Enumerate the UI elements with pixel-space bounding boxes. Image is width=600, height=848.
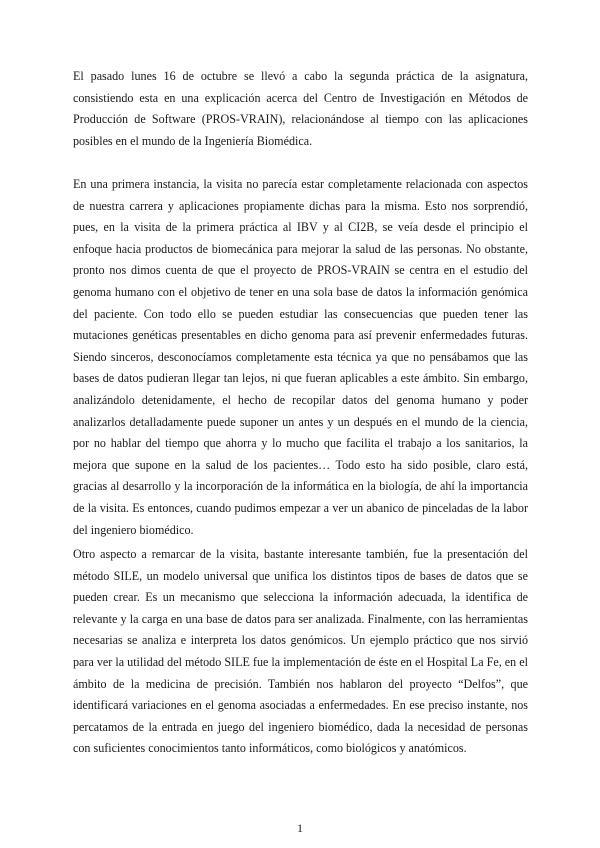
paragraph-practice-intro: El pasado lunes 16 de octubre se llevó a cabo la segunda práctica de la asignatura, consistiendo esta en una explicación acerca del Centro de Investigación en Métodos de Producción de Software (PROS-VRAIN), relacionándose al tiempo con las aplicaciones posibles en el mundo de la Ingeniería Biomédica. [73, 69, 528, 148]
paragraph-genome-project: En una primera instancia, la visita no parecía estar completamente relacionada con aspectos de nuestra carrera y aplicaciones propiamente dichas para la misma. Esto nos sorprendió, pues, en la visita de la primera práctica al IBV y al CI2B, se veía desde el principio el enfoque hacia productos de biomecánica para mejorar la salud de las personas. No obstante, pronto nos dimos cuenta de que el proyecto de PROS-VRAIN se centra en el estudio del genoma humano con el objetivo de tener en una sola base de datos la información genómica del paciente. Con todo ello se pueden estudiar las consecuencias que pueden tener las mutaciones genéticas presentables en dicho genoma para así prevenir enfermedades futuras. Siendo sinceros, desconocíamos completamente esta técnica ya que no pensábamos que las bases de datos pudieran llegar tan lejos, ni que fueran aplicables a este ámbito. Sin embargo, analizándolo detenidamente, el hecho de recopilar datos del genoma humano y poder analizarlos detalladamente puede suponer un antes y un después en el mundo de la ciencia, por no hablar del tiempo que ahorra y lo mucho que facilita el trabajo a los sanitarios, la mejora que supone en la salud de los pacientes… Todo esto ha sido posible, claro está, gracias al desarrollo y la incorporación de la informática en la biología, de ahí la importancia de la visita. Es entonces, cuando pudimos empezar a ver un abanico de pinceladas de la labor del ingeniero biomédico. [73, 177, 528, 537]
page-number: 1 [297, 821, 303, 835]
paragraph-sile-method: Otro aspecto a remarcar de la visita, bastante interesante también, fue la presentación del método SILE, un modelo universal que unifica los distintos tipos de bases de datos que se pueden crear. Es un mecanismo que selecciona la información adecuada, la identifica de relevante y la carga en una base de datos para ser analizada. Finalmente, con las herramientas necesarias se analiza e interpreta los datos genómicos. Un ejemplo práctico que nos sirvió para ver la utilidad del método SILE fue la implementación de éste en el Hospital La Fe, en el ámbito de la medicina de precisión. También nos hablaron del proyecto “Delfos”, que identificará variaciones en el genoma asociadas a enfermedades. En ese preciso instante, nos percatamos de la entrada en juego del ingeniero biomédico, dada la necesidad de personas con suficientes conocimientos tanto informáticos, como biológicos y anatómicos. [73, 547, 528, 756]
